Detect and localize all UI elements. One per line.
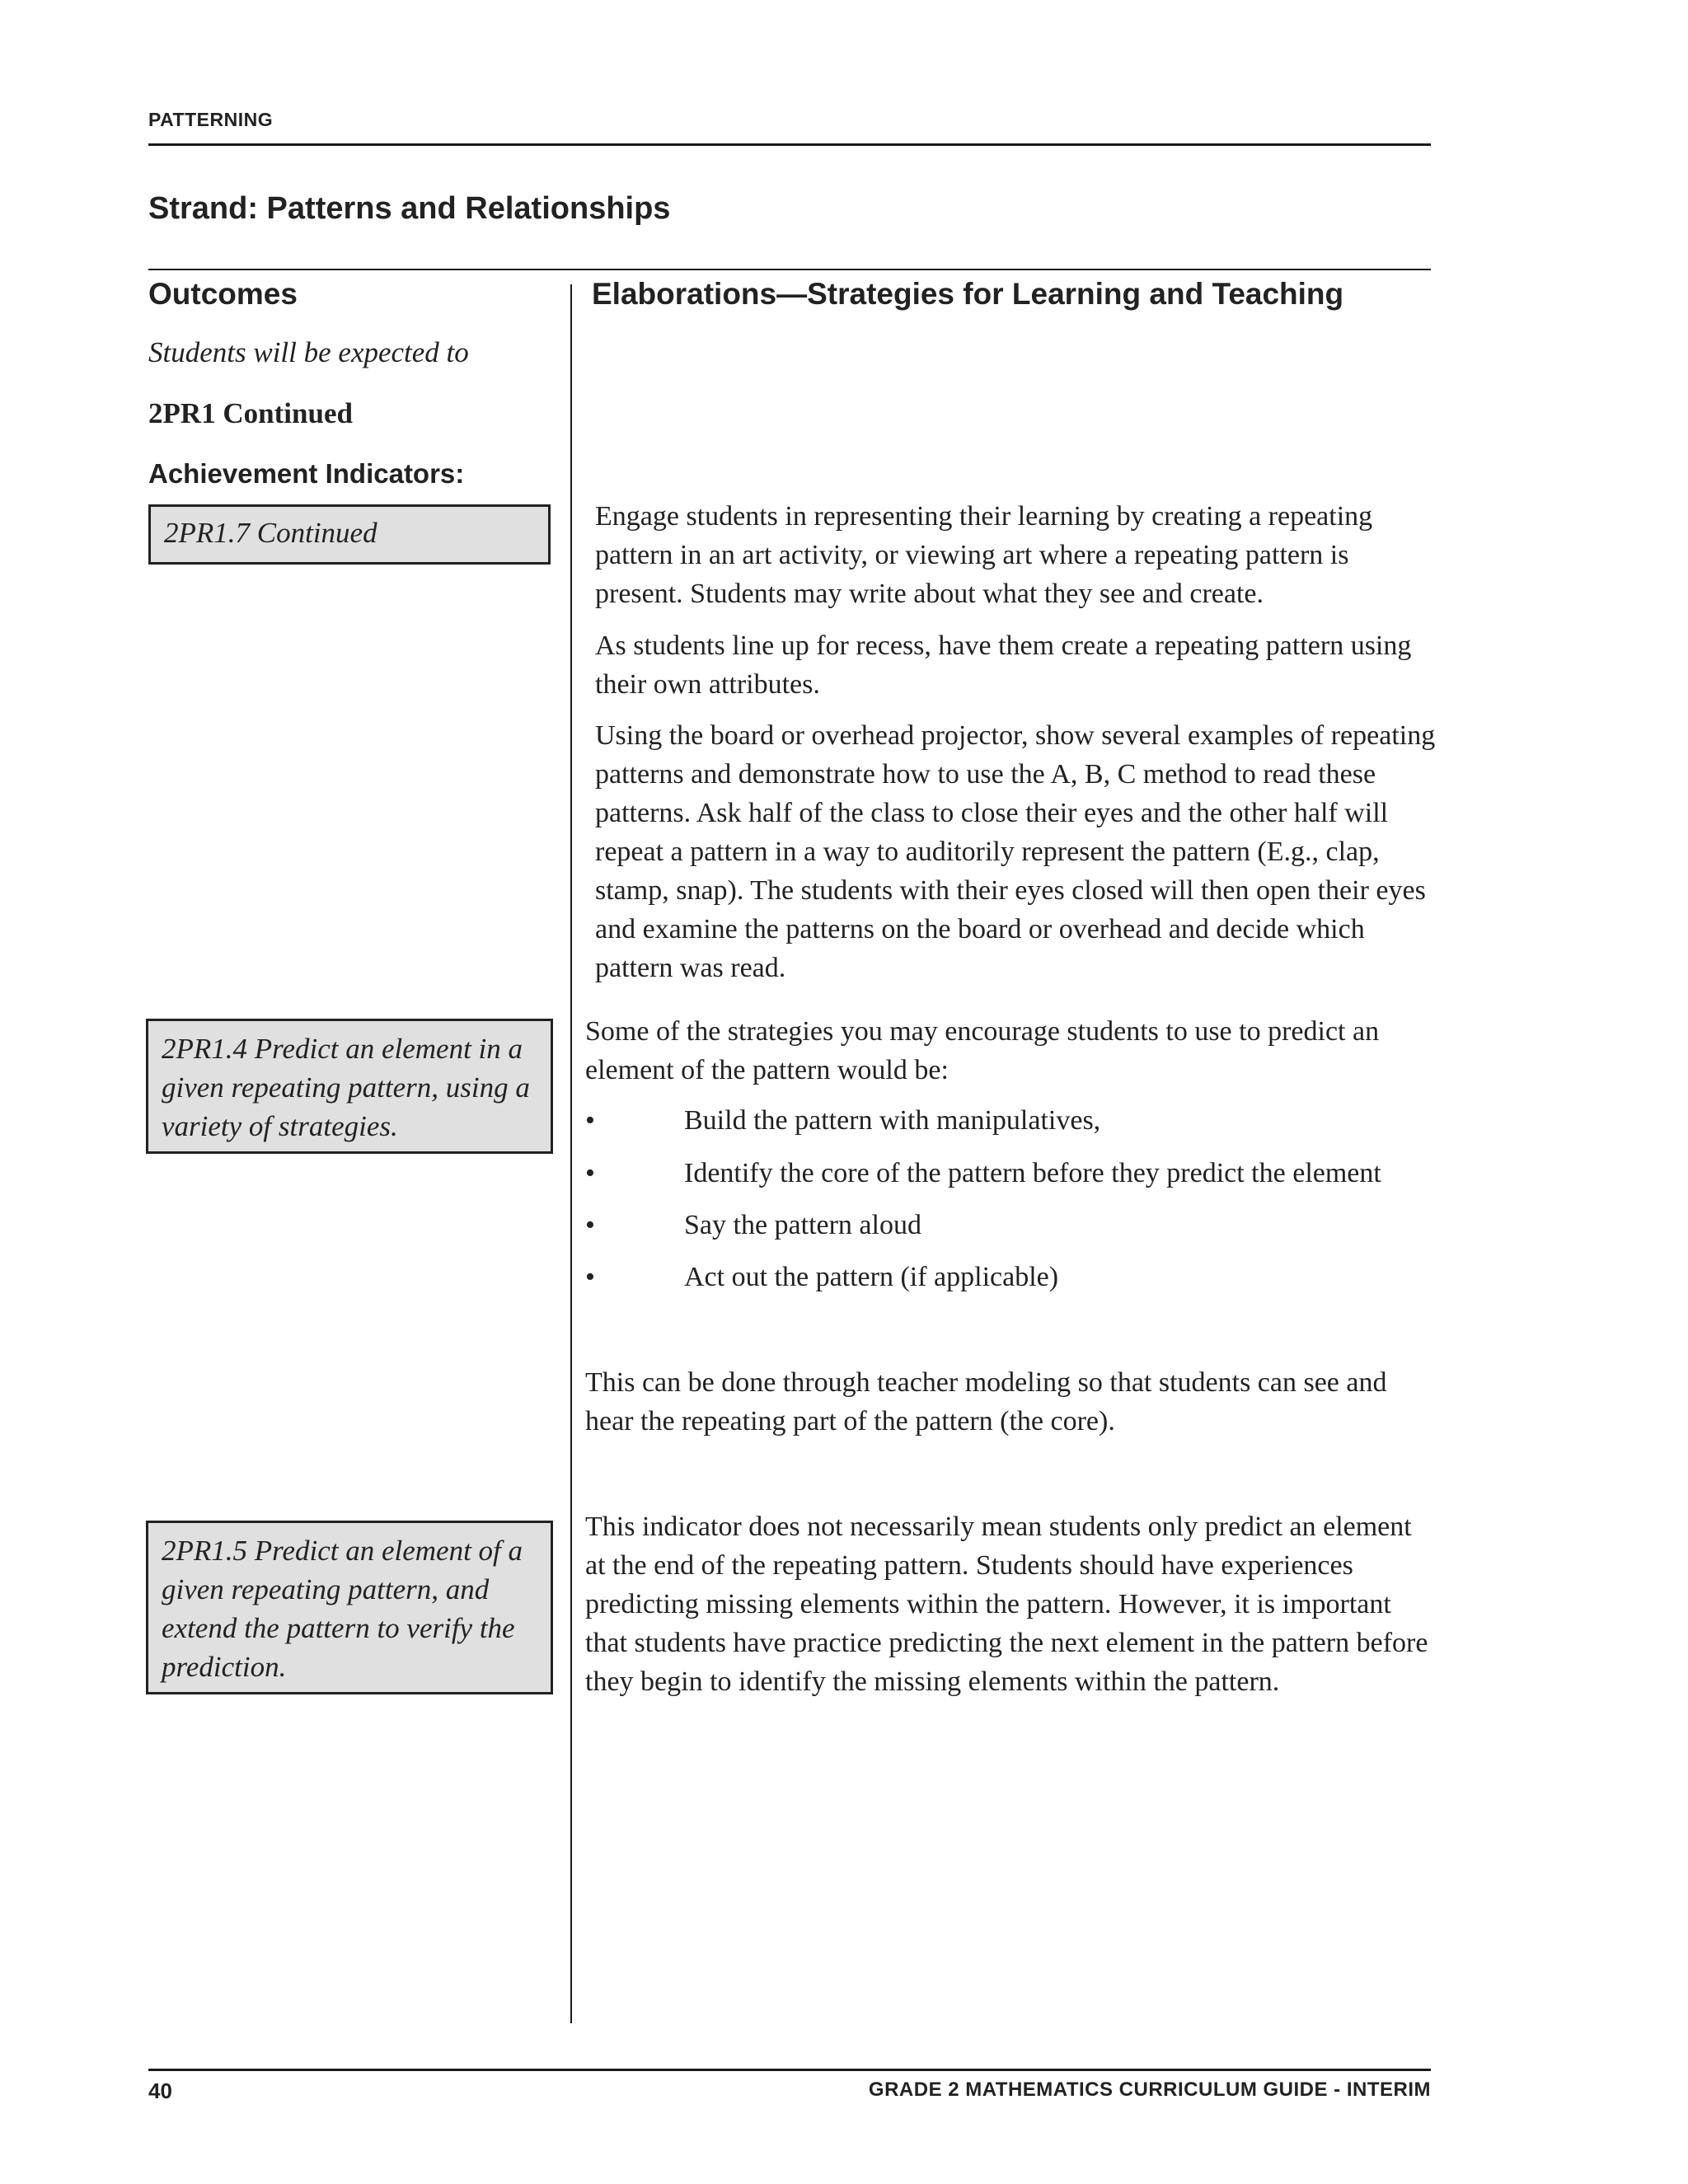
bullet-symbol: •: [585, 1210, 595, 1240]
strand-title: Strand: Patterns and Relationships: [148, 191, 671, 226]
elaboration-paragraph: Some of the strategies you may encourage students to use to predict an element of the pattern would be:: [585, 1016, 1380, 1085]
outcomes-intro: Students will be expected to: [148, 336, 469, 368]
outcomes-heading: Outcomes: [148, 277, 298, 311]
elaboration-paragraph: Engage students in representing their learning by creating a repeating pattern in an art activity, or viewing art where a repeating pattern is present. Students may write about what they see and create.: [595, 501, 1373, 609]
bullet-symbol: •: [585, 1158, 595, 1188]
achievement-indicators-heading: Achievement Indicators:: [148, 458, 465, 489]
footer-title: GRADE 2 MATHEMATICS CURRICULUM GUIDE - INTERIM: [868, 2079, 1431, 2101]
bullet-symbol: •: [585, 1262, 595, 1292]
bullet-text: Build the pattern with manipulatives,: [684, 1105, 1101, 1136]
section-header: PATTERNING: [148, 109, 274, 130]
page-number: 40: [148, 2079, 172, 2103]
bullet-text: Act out the pattern (if applicable): [684, 1262, 1059, 1292]
header-rule: [148, 143, 1431, 146]
bullet-text: Say the pattern aloud: [684, 1210, 921, 1240]
bullet-symbol: •: [585, 1105, 595, 1136]
column-divider: [570, 284, 572, 2023]
elaborations-heading: Elaborations—Strategies for Learning and Teaching: [592, 277, 1344, 311]
indicator-box: 2PR1.5 Predict an element of a given repeating pattern, and extend the pattern to verify the prediction.: [146, 1521, 553, 1694]
indicator-box: 2PR1.4 Predict an element in a given repeating pattern, using a variety of strategies.: [146, 1019, 553, 1154]
elaboration-paragraph: This indicator does not necessarily mean students only predict an element at the end of the repeating pattern. Students should have experiences predicting missing elements within the pattern. However, it is important that students have practice predicting the next element in the pattern before they begin to identify the missing elements within the pattern.: [585, 1511, 1428, 1697]
outcome-code: 2PR1 Continued: [148, 397, 353, 429]
elaboration-paragraph: This can be done through teacher modeling so that students can see and hear the repeating part of the pattern (the core).: [585, 1367, 1387, 1436]
bullet-text: Identify the core of the pattern before they predict the element: [684, 1158, 1381, 1188]
elaboration-paragraph: As students line up for recess, have them create a repeating pattern using their own attributes.: [595, 630, 1412, 700]
indicator-box: 2PR1.7 Continued: [148, 504, 551, 565]
elaboration-paragraph: Using the board or overhead projector, show several examples of repeating patterns and demonstrate how to use the A, B, C method to read these patterns. Ask half of the class to close their eyes and the other half will repeat a pattern in a way to auditorily represent the pattern (E.g., clap, stamp, snap). The students with their eyes closed will then open their eyes and examine the patterns on the board or overhead and decide which pattern was read.: [595, 720, 1436, 983]
footer-rule: [148, 2069, 1431, 2071]
strand-rule: [148, 269, 1431, 270]
